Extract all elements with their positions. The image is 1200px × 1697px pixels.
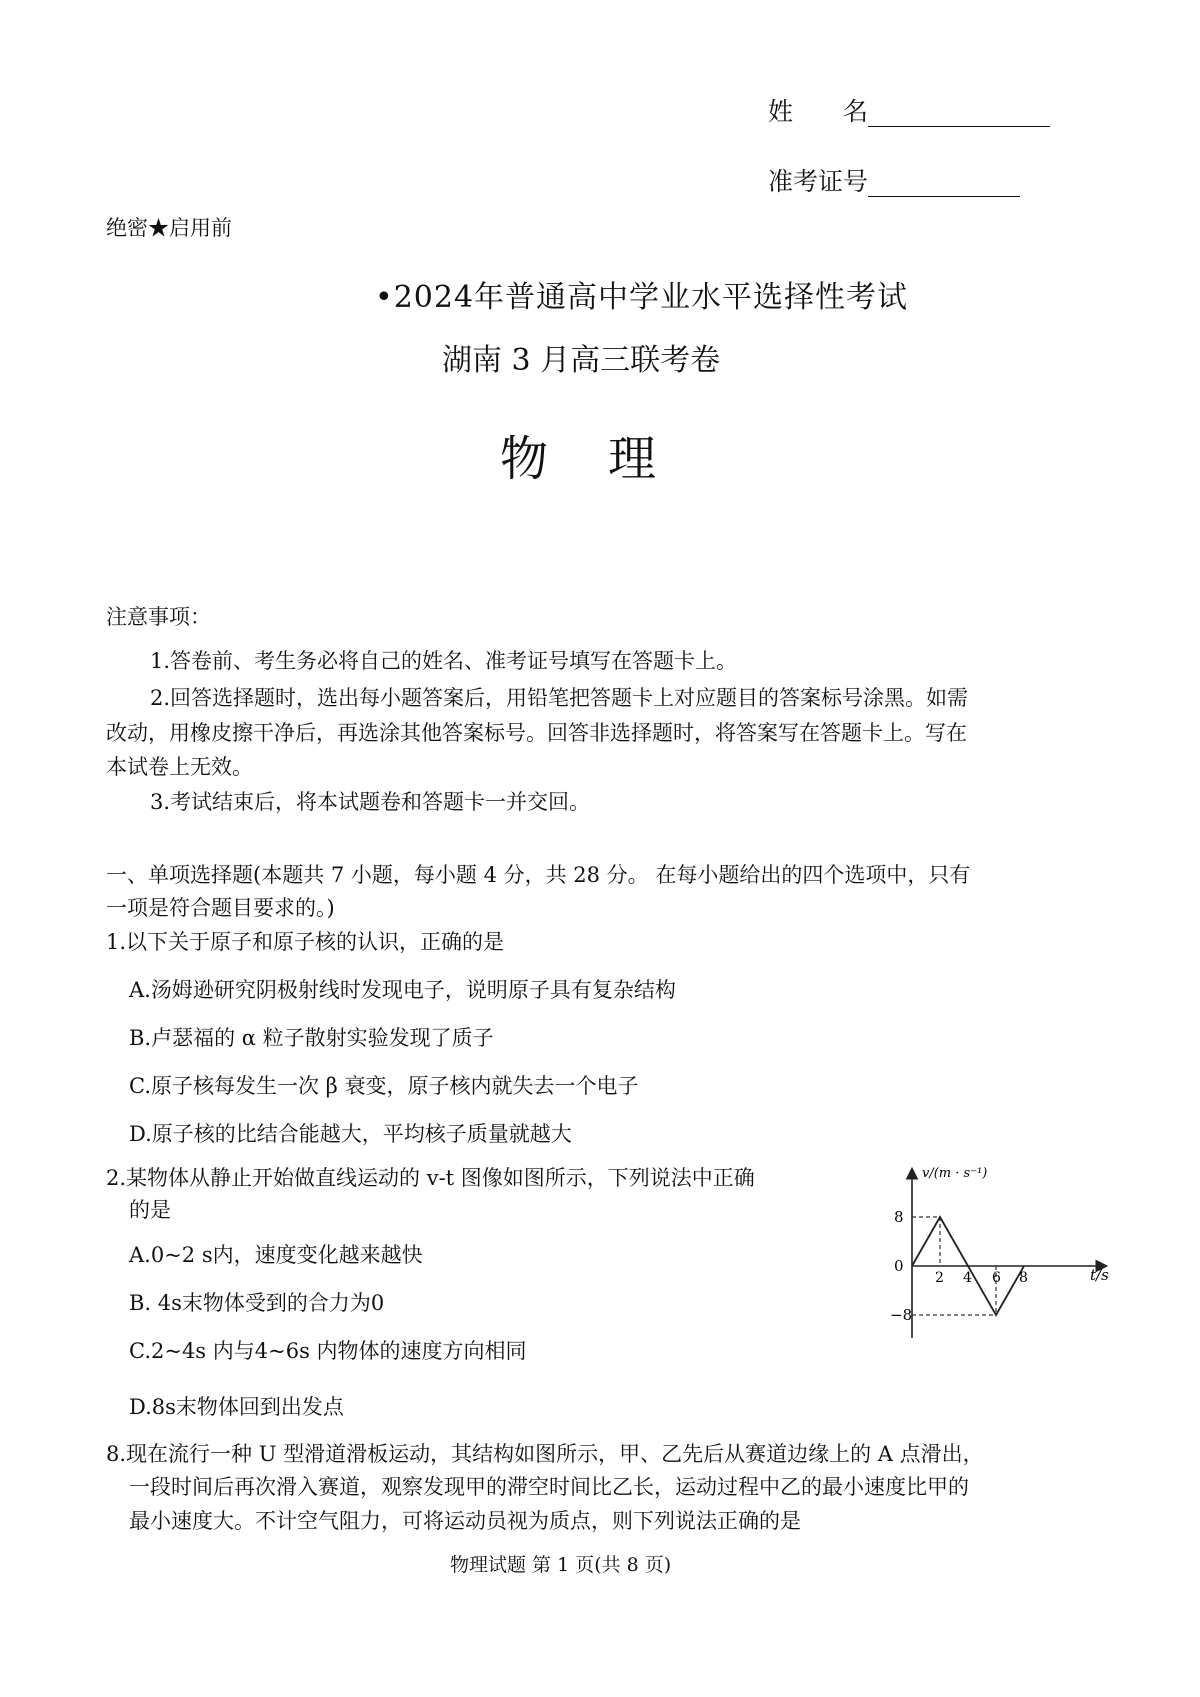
secret-mark: 绝密★启用前 <box>106 216 232 240</box>
x-axis-label: t/s <box>1090 1266 1109 1284</box>
notice-item-3: 3.考试结束后，将本试题卷和答题卡一并交回。 <box>150 790 591 814</box>
question-2-option-d[interactable]: D.8s末物体回到出发点 <box>129 1395 344 1419</box>
notice-item-1: 1.答卷前、考生务必将自己的姓名、准考证号填写在答题卡上。 <box>150 649 738 673</box>
page-footer: 物理试题 第 1 页(共 8 页) <box>450 1554 672 1576</box>
name-label: 姓 名 <box>768 97 1050 127</box>
subject-title: 物理 <box>500 431 717 487</box>
name-blank[interactable] <box>868 102 1050 127</box>
y-tick-8: 8 <box>894 1208 904 1226</box>
exam-id-blank[interactable] <box>868 172 1020 197</box>
notice-heading: 注意事项： <box>106 605 211 629</box>
x-tick-4: 4 <box>963 1270 972 1286</box>
exam-id-label: 准考证号 <box>768 167 1020 197</box>
question-8-stem-cont2: 最小速度大。不计空气阻力，可将运动员视为质点，则下列说法正确的是 <box>129 1509 801 1533</box>
notice-item-2-cont2: 本试卷上无效。 <box>106 755 253 779</box>
vt-graph <box>890 1160 1120 1345</box>
question-2-option-b[interactable]: B. 4s末物体受到的合力为0 <box>129 1291 385 1315</box>
question-1-option-c[interactable]: C.原子核每发生一次 β 衰变，原子核内就失去一个电子 <box>129 1074 639 1098</box>
y-tick-0: 0 <box>894 1257 904 1275</box>
question-1-option-b[interactable]: B.卢瑟福的 α 粒子散射实验发现了质子 <box>129 1026 494 1050</box>
x-tick-8: 8 <box>1019 1270 1028 1286</box>
section-heading: 一、单项选择题(本题共 7 小题，每小题 4 分，共 28 分。 在每小题给出的四个选项中，只有 <box>106 863 971 887</box>
exam-subtitle: 湖南 3 月高三联考卷 <box>442 343 721 378</box>
exam-title: •2024年普通高中学业水平选择性考试 <box>375 280 909 315</box>
question-8-stem-cont: 一段时间后再次滑入赛道，观察发现甲的滞空时间比乙长，运动过程中乙的最小速度比甲的 <box>129 1475 969 1499</box>
vt-graph-svg <box>890 1160 1120 1345</box>
question-1-stem: 1.以下关于原子和原子核的认识，正确的是 <box>106 930 505 954</box>
x-tick-2: 2 <box>935 1270 944 1286</box>
y-axis-label: v/(m · s⁻¹) <box>922 1166 988 1181</box>
notice-item-2: 2.回答选择题时，选出每小题答案后，用铅笔把答题卡上对应题目的答案标号涂黑。如需 <box>150 686 969 710</box>
y-tick-minus8: −8 <box>890 1306 913 1324</box>
question-1-option-a[interactable]: A.汤姆逊研究阴极射线时发现电子，说明原子具有复杂结构 <box>129 978 676 1002</box>
question-8-stem: 8.现在流行一种 U 型滑道滑板运动，其结构如图所示，甲、乙先后从赛道边缘上的 A 点滑出， <box>106 1442 984 1466</box>
section-heading-cont: 一项是符合题目要求的。) <box>106 896 335 920</box>
question-2-stem: 2.某物体从静止开始做直线运动的 v-t 图像如图所示，下列说法中正确 <box>106 1166 755 1190</box>
question-2-option-a[interactable]: A.0~2 s内，速度变化越来越快 <box>129 1243 423 1267</box>
question-2-stem-cont: 的是 <box>129 1198 171 1222</box>
x-tick-6: 6 <box>992 1270 1001 1286</box>
notice-item-2-cont: 改动，用橡皮擦干净后，再选涂其他答案标号。回答非选择题时，将答案写在答题卡上。写在 <box>106 721 967 745</box>
question-1-option-d[interactable]: D.原子核的比结合能越大，平均核子质量就越大 <box>129 1122 572 1146</box>
question-2-option-c[interactable]: C.2~4s 内与4~6s 内物体的速度方向相同 <box>129 1339 527 1363</box>
